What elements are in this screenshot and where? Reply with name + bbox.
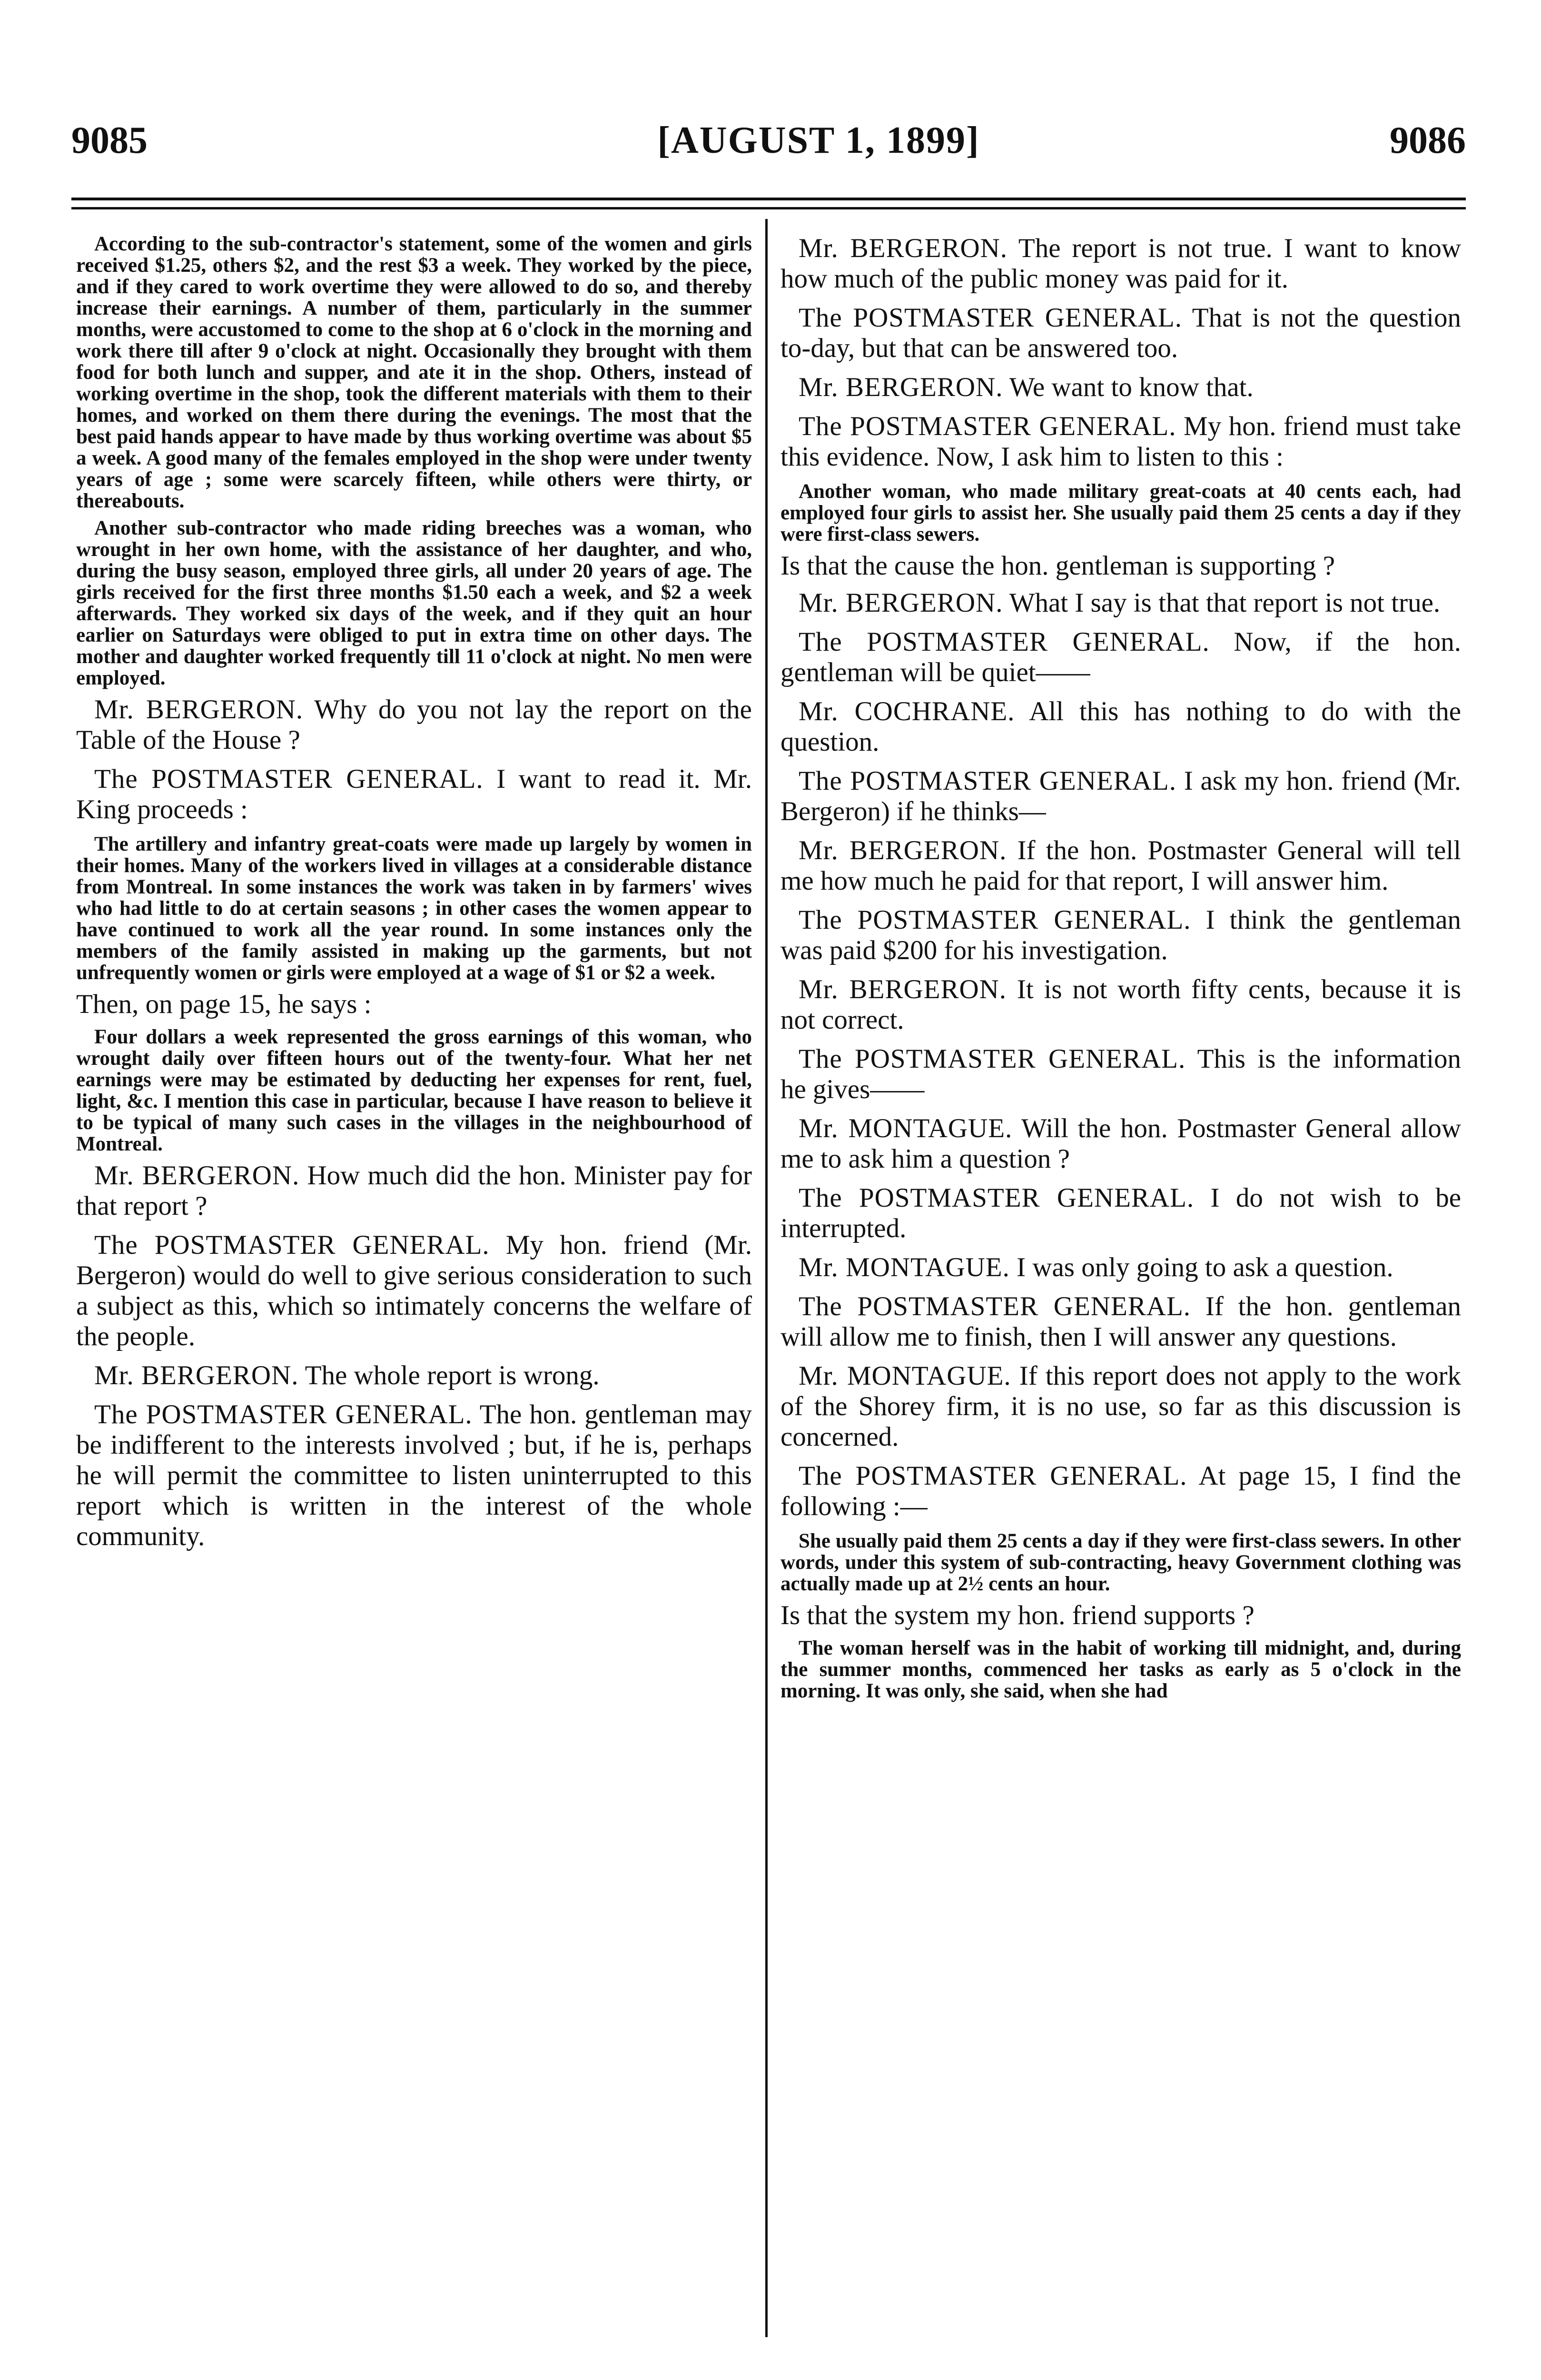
speech-paragraph <box>76 1360 752 1391</box>
speaker-name: Mr. BERGERON. <box>799 233 1008 263</box>
quote-paragraph: Another woman, who made military great-coats at 40 cents each, had employed four girls to assist her. She usually paid them 25 cents a day if they were first-class sewers. <box>780 480 1461 545</box>
speech-text: That is not the question to-day, but that can be answered too. <box>780 303 1461 363</box>
plain-paragraph: Then, on page 15, he says : <box>76 989 372 1019</box>
speech-text: We want to know that. <box>1009 372 1254 402</box>
speech-paragraph <box>780 372 1461 403</box>
speech-text: If the hon. Postmaster General will tell me how much he paid for that report, I will answer him. <box>780 835 1462 896</box>
speaker-name: Mr. COCHRANE. <box>799 696 1015 726</box>
speech-text: How much did the hon. Minister pay for that report ? <box>76 1160 752 1221</box>
speaker-name: The POSTMASTER GENERAL. <box>94 764 484 794</box>
speech-text: At page 15, I find the following :— <box>780 1461 1462 1521</box>
speaker-name: The POSTMASTER GENERAL. <box>799 1044 1186 1074</box>
speech-text: If the hon. gentleman will allow me to finish, then I will answer any questions. <box>780 1291 1462 1352</box>
speech-paragraph <box>780 1291 1461 1352</box>
speech-text: I do not wish to be interrupted. <box>780 1183 1462 1243</box>
speaker-name: The POSTMASTER GENERAL. <box>799 905 1191 935</box>
speech-text: I was only going to ask a question. <box>1017 1252 1393 1282</box>
quote-paragraph: Four dollars a week represented the gross earnings of this woman, who wrought daily over fifteen hours out of the twenty-four. What her net earnings were may be estimated by deducting her expenses for rent, fuel, light, &c. I mention this case in particular, because I have reason to believe it to be typical of many such cases in the villages in the neighbourhood of Montreal. <box>76 1026 752 1155</box>
speech-text: It is not worth fifty cents, because it is not correct. <box>780 974 1461 1035</box>
speech-text: Will the hon. Postmaster General allow me to ask him a question ? <box>780 1113 1461 1174</box>
speaker-name: The POSTMASTER GENERAL. <box>94 1399 473 1429</box>
speech-text: The hon. gentleman may be indifferent to the interests involved ; but, if he is, perhaps he will permit the committee to listen uninterrupted to this report which is written in the interest of the whole community. <box>76 1399 752 1551</box>
speech-text: The whole report is wrong. <box>305 1360 600 1390</box>
quote-paragraph: She usually paid them 25 cents a day if they were first-class sewers. In other words, under this system of sub-contracting, heavy Government clothing was actually made up at 2½ cents an hour. <box>780 1530 1461 1595</box>
speaker-name: Mr. BERGERON. <box>799 835 1007 865</box>
speech-paragraph <box>780 303 1461 364</box>
speaker-name: The POSTMASTER GENERAL. <box>799 411 1176 441</box>
speech-text: The report is not true. I want to know how much of the public money was paid for it. <box>780 233 1461 294</box>
speech-paragraph <box>780 974 1461 1035</box>
speech-paragraph <box>780 233 1461 294</box>
speech-paragraph <box>76 764 752 825</box>
speech-text: Why do you not lay the report on the Table of the House ? <box>76 694 752 755</box>
speaker-name: The POSTMASTER GENERAL. <box>799 303 1182 333</box>
right-column <box>780 233 1461 1707</box>
speaker-name: The POSTMASTER GENERAL. <box>799 1183 1195 1213</box>
quote-paragraph: The artillery and infantry great-coats were made up largely by women in their homes. Many of the workers lived in villages at a considerable distance from Montreal. In some instances the work was taken in by farmers' wives who had little to do at certain seasons ; in other cases the women appear to have continued to work all the year round. In some instances only the members of the family assisted in making up the garments, but not unfrequently women or girls were employed at a wage of $1 or $2 a week. <box>76 833 752 984</box>
page-date: [AUGUST 1, 1899] <box>657 119 980 161</box>
speaker-name: The POSTMASTER GENERAL. <box>94 1230 490 1260</box>
speaker-name: The POSTMASTER GENERAL. <box>799 627 1210 657</box>
speech-text: I think the gentleman was paid $200 for his investigation. <box>780 905 1461 965</box>
speech-paragraph <box>780 1113 1461 1174</box>
speaker-name: The POSTMASTER GENERAL. <box>799 1461 1187 1491</box>
speech-text: I ask my hon. friend (Mr. Bergeron) if he thinks— <box>780 766 1462 826</box>
speech-paragraph <box>780 411 1461 472</box>
speech-paragraph <box>76 1230 752 1352</box>
speech-paragraph <box>780 905 1461 966</box>
speech-paragraph <box>780 627 1461 688</box>
plain-paragraph: Is that the system my hon. friend supports ? <box>780 1600 1255 1630</box>
speech-paragraph <box>76 1399 752 1552</box>
speech-paragraph <box>780 1183 1461 1244</box>
speaker-name: Mr. BERGERON. <box>94 1160 300 1190</box>
quote-paragraph: Another sub-contractor who made riding breeches was a woman, who wrought in her own home, with the assistance of her daughter, and who, during the busy season, employed three girls, all under 20 years of age. The girls received for the first three months $1.50 each a week, and $2 a week afterwards. They worked six days of the week, and if they quit an hour earlier on Saturdays were obliged to put in extra time on other days. The mother and daughter worked frequently till 11 o'clock at night. No men were employed. <box>76 517 752 689</box>
speaker-name: Mr. MONTAGUE. <box>799 1361 1011 1391</box>
speaker-name: Mr. BERGERON. <box>94 694 304 724</box>
quote-paragraph: The woman herself was in the habit of working till midnight, and, during the summer months, commenced her tasks as early as 5 o'clock in the morning. It was only, she said, when she had <box>780 1637 1461 1702</box>
page-number-right: 9086 <box>1390 119 1466 161</box>
speaker-name: Mr. BERGERON. <box>799 588 1003 618</box>
speech-text: All this has nothing to do with the question. <box>780 696 1462 757</box>
speech-text: Now, if the hon. gentleman will be quiet—— <box>780 627 1461 687</box>
speaker-name: Mr. BERGERON. <box>799 372 1003 402</box>
speaker-name: The POSTMASTER GENERAL. <box>799 1291 1191 1321</box>
column-divider <box>765 219 768 2337</box>
quote-paragraph: According to the sub-contractor's statement, some of the women and girls received $1.25, others $2, and the rest $3 a week. They worked by the piece, and if they cared to work overtime they were allowed to do so, and thereby increase their earnings. A number of them, particularly in the summer months, were accustomed to come to the shop at 6 o'clock in the morning and work there till after 9 o'clock at night. Occasionally they brought with them food for both lunch and supper, and ate it in the shop. Others, instead of working overtime in the shop, took the different materials with them to their homes, and worked on them there during the evenings. The most that the best paid hands appear to have made by thus working overtime was about $5 a week. A good many of the females employed in the shop were under twenty years of age ; some were scarcely fifteen, while others were thirty, or thereabouts. <box>76 233 752 512</box>
speech-text: What I say is that that report is not true. <box>1009 588 1441 618</box>
page-number-left: 9085 <box>71 119 148 161</box>
speaker-name: Mr. BERGERON. <box>94 1360 299 1390</box>
speech-text: If this report does not apply to the work of the Shorey firm, it is no use, so far as this discussion is concerned. <box>780 1361 1461 1452</box>
speech-text: My hon. friend must take this evidence. Now, I ask him to listen to this : <box>780 411 1462 472</box>
speech-paragraph <box>76 1160 752 1221</box>
speech-paragraph <box>780 1044 1461 1105</box>
header-rule-double <box>71 207 1466 209</box>
speech-text: I want to read it. Mr. King proceeds : <box>76 764 752 824</box>
header-rule <box>71 198 1466 200</box>
speech-paragraph <box>780 1361 1461 1452</box>
speaker-name: Mr. MONTAGUE. <box>799 1113 1013 1143</box>
speaker-name: The POSTMASTER GENERAL. <box>799 766 1176 796</box>
plain-paragraph: Is that the cause the hon. gentleman is supporting ? <box>780 551 1335 581</box>
speaker-name: Mr. BERGERON. <box>799 974 1007 1004</box>
speech-text: My hon. friend (Mr. Bergeron) would do well to give serious consideration to such a subject as this, which so intimately concerns the welfare of the people. <box>76 1230 752 1351</box>
speech-paragraph <box>76 694 752 755</box>
speech-paragraph <box>780 588 1461 618</box>
speech-text: This is the information he gives—— <box>780 1044 1461 1104</box>
speech-paragraph <box>780 1461 1461 1522</box>
speech-paragraph <box>780 696 1461 757</box>
speech-paragraph <box>780 835 1461 896</box>
speech-paragraph <box>780 766 1461 827</box>
left-column <box>76 233 752 1560</box>
speech-paragraph <box>780 1252 1461 1283</box>
page-header <box>71 119 1466 176</box>
speaker-name: Mr. MONTAGUE. <box>799 1252 1010 1282</box>
